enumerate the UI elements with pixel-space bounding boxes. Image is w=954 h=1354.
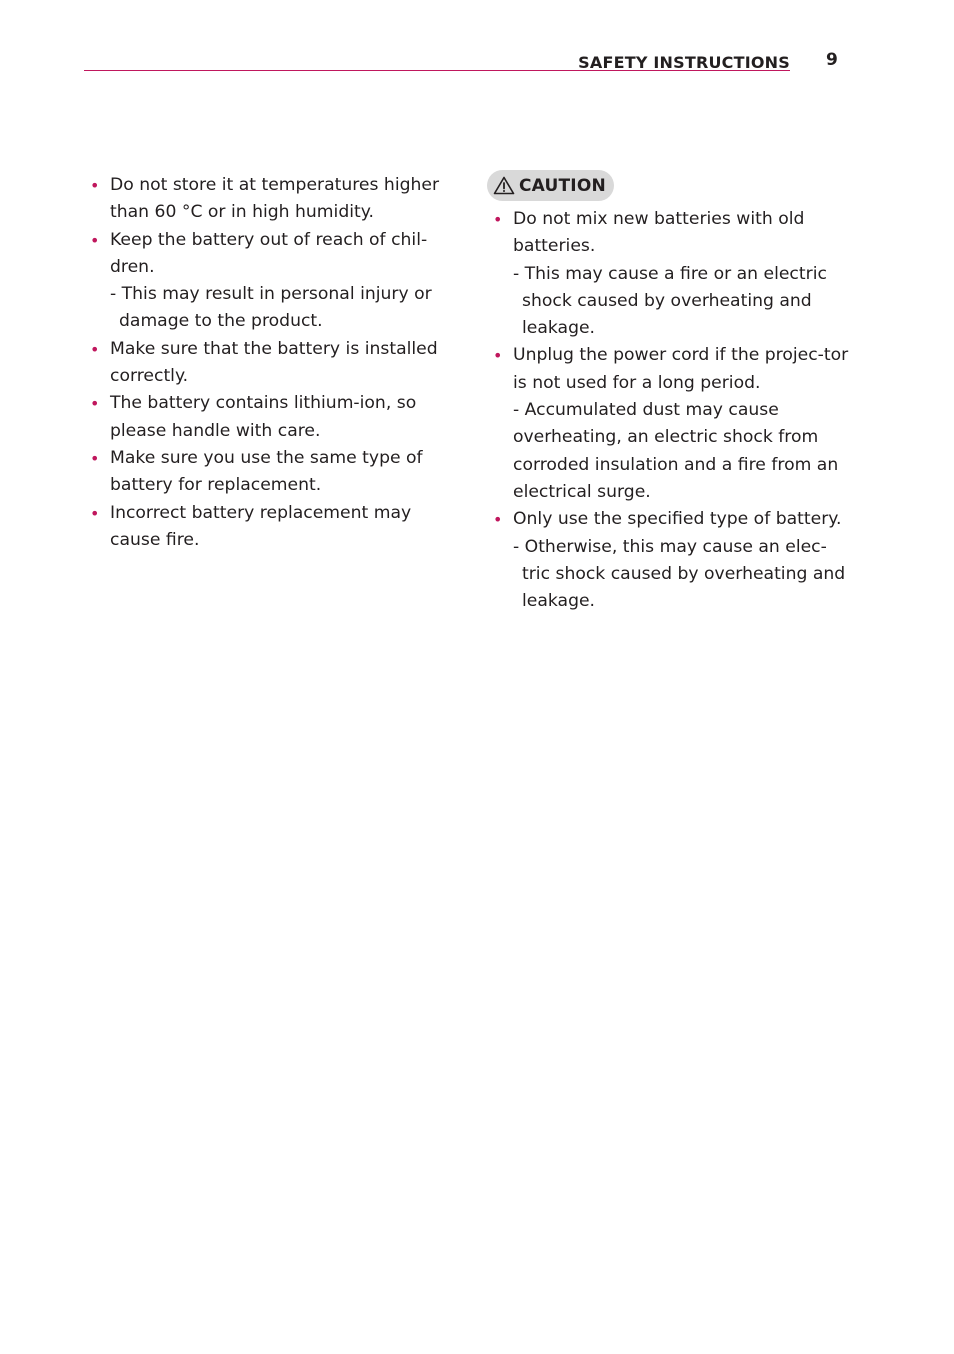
list-item-text: Only use the specified type of battery. bbox=[513, 509, 842, 530]
list-item-text: Do not store it at temperatures higher than 60 °C or in high humidity. bbox=[110, 175, 440, 223]
bullet-icon: • bbox=[90, 503, 100, 523]
left-bullet-list bbox=[89, 172, 449, 554]
caution-badge bbox=[487, 170, 614, 201]
bullet-icon: • bbox=[493, 210, 503, 229]
section-title: SAFETY INSTRUCTIONS bbox=[578, 53, 790, 72]
list-item-text: Do not mix new batteries with old batteries. bbox=[513, 209, 805, 257]
list-item-text: Make sure you use the same type of battery for replacement. bbox=[110, 447, 423, 496]
list-item-text: Make sure that the battery is installed correctly. bbox=[110, 338, 438, 387]
list-item bbox=[89, 227, 449, 336]
right-column bbox=[492, 206, 852, 615]
list-item bbox=[89, 500, 449, 555]
bullet-icon: • bbox=[90, 448, 100, 468]
list-item bbox=[492, 206, 852, 342]
bullet-icon: • bbox=[90, 176, 100, 195]
list-item-text: The battery contains lithium-ion, so please handle with care. bbox=[110, 393, 417, 441]
list-item-subnote: - This may result in personal injury or damage to the product. bbox=[110, 284, 432, 332]
list-item-subnote: - This may cause a fire or an electric shock caused by overheating and leakage. bbox=[513, 263, 827, 339]
bullet-icon: • bbox=[90, 339, 100, 359]
caution-label: CAUTION bbox=[519, 175, 606, 196]
warning-triangle-icon bbox=[493, 176, 515, 195]
list-item-text: Incorrect battery replacement may cause fire. bbox=[110, 502, 412, 550]
bullet-icon: • bbox=[90, 230, 100, 250]
bullet-icon: • bbox=[90, 394, 100, 414]
page-number: 9 bbox=[826, 50, 838, 70]
list-item bbox=[89, 390, 449, 445]
list-item bbox=[492, 342, 852, 506]
list-item-subnote: - Otherwise, this may cause an elec-tric shock caused by overheating and leakage. bbox=[513, 536, 846, 612]
list-item-subnote: - Accumulated dust may cause overheating, an electric shock from corroded insulation and a fire from an electrical surge. bbox=[513, 400, 839, 502]
list-item bbox=[89, 172, 449, 227]
bullet-icon: • bbox=[493, 510, 503, 530]
list-item bbox=[89, 445, 449, 500]
list-item-text: Keep the battery out of reach of chil-dren. bbox=[110, 229, 428, 277]
list-item-text: Unplug the power cord if the projec-tor is not used for a long period. bbox=[513, 345, 849, 393]
list-item bbox=[492, 506, 852, 615]
bullet-icon: • bbox=[493, 346, 503, 366]
right-bullet-list bbox=[492, 206, 852, 615]
left-column bbox=[89, 172, 449, 554]
list-item bbox=[89, 336, 449, 391]
